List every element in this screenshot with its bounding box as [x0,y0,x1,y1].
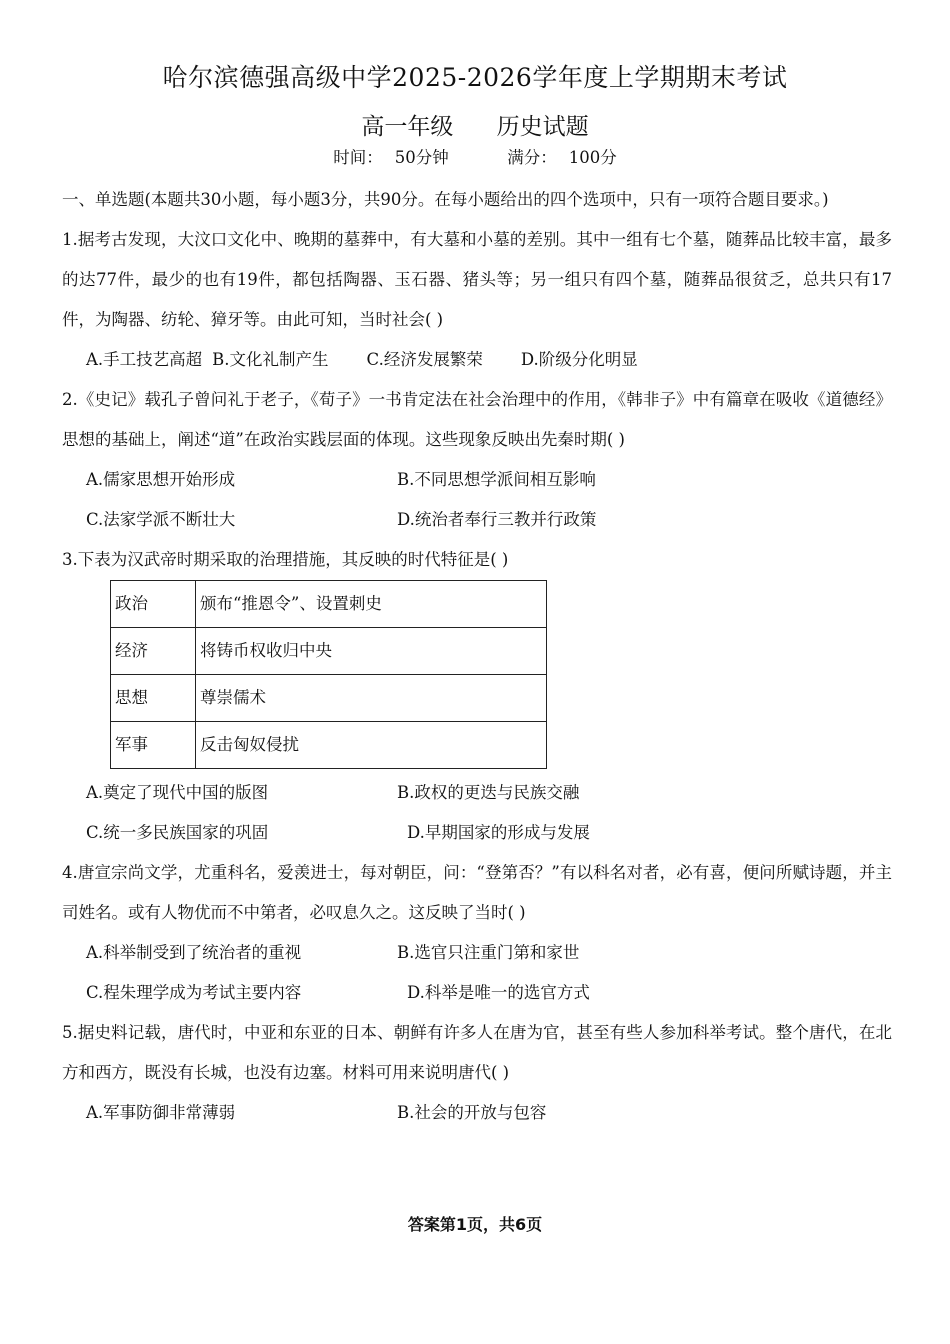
table-cell-value: 尊崇儒术 [196,675,547,722]
question-3-option-d: D.早期国家的形成与发展 [407,823,590,842]
question-3-option-a: A.奠定了现代中国的版图 [86,783,269,802]
question-4-stem: 4.唐宣宗尚文学，尤重科名，爱羡进士，每对朝臣，问：“登第否？”有以科名对者，必有喜，便问所赋诗题，并主司姓名。或有人物优而不中第者，必叹息久之。这反映了当时( ) [62,863,892,922]
subject-label: 历史试题 [496,114,589,140]
question-3-option-b: B.政权的更迭与民族交融 [397,783,580,802]
table-cell-value: 颁布“推恩令”、设置刺史 [196,581,547,628]
question-4-option-a: A.科举制受到了统治者的重视 [86,943,302,962]
page-footer: 答案第1页，共6页 [407,1215,543,1234]
question-1-options [86,340,892,380]
section-instructions: 一、单选题(本题共30小题，每小题3分，共90分。在每小题给出的四个选项中，只有一项符合题目要求。) [62,190,829,209]
question-2-option-b: B.不同思想学派间相互影响 [397,470,596,489]
question-3-options-row-1 [86,773,892,813]
question-2-options-row-1 [86,460,892,500]
question-1-option-a: A.手工技艺高超 [86,350,203,369]
table-row [111,581,547,628]
exam-title: 哈尔滨德强高级中学2025-2026学年度上学期期末考试 [162,63,788,92]
question-2-option-d: D.统治者奉行三教并行政策 [397,510,597,529]
table-cell-key: 思想 [111,675,196,722]
question-3-option-c: C.统一多民族国家的巩固 [86,823,269,842]
question-5-options-row-1 [86,1093,892,1133]
question-2-option-c: C.法家学派不断壮大 [86,510,236,529]
question-3-table [110,580,547,769]
question-1-option-b: B.文化礼制产生 [212,350,329,369]
score-value: 100分 [568,148,617,167]
question-3-options-row-2 [86,813,892,853]
table-cell-key: 军事 [111,722,196,769]
exam-content [62,180,892,1133]
grade-label: 高一年级 [361,114,454,140]
score-label: 满分： [507,148,557,167]
question-4-option-d: D.科举是唯一的选官方式 [407,983,590,1002]
table-cell-key: 经济 [111,628,196,675]
table-cell-key: 政治 [111,581,196,628]
time-value: 50分钟 [394,148,449,167]
question-1-option-d: D.阶级分化明显 [520,350,638,369]
question-2-stem: 2.《史记》载孔子曾问礼于老子，《荀子》一书肯定法在社会治理中的作用，《韩非子》中有篇章在吸收《道德经》思想的基础上，阐述“道”在政治实践层面的体现。这些现象反映出先秦时期( ) [62,390,892,449]
question-4-options-row-2 [86,973,892,1013]
exam-meta [0,144,950,168]
question-2-options-row-2 [86,500,892,540]
question-4-option-b: B.选官只注重门第和家世 [397,943,580,962]
table-row [111,628,547,675]
question-1-stem: 1.据考古发现，大汶口文化中、晚期的墓葬中，有大墓和小墓的差别。其中一组有七个墓，随葬品比较丰富，最多的达77件，最少的也有19件，都包括陶器、玉石器、猪头等；另一组只有四个墓，随葬品很贫乏，总共只有17件，为陶器、纺轮、獐牙等。由此可知，当时社会( ) [62,230,892,329]
question-3-stem: 3.下表为汉武帝时期采取的治理措施，其反映的时代特征是( ) [62,550,509,569]
table-cell-value: 将铸币权收归中央 [196,628,547,675]
table-row [111,675,547,722]
question-1-option-c: C.经济发展繁荣 [366,350,483,369]
question-5-stem: 5.据史料记载，唐代时，中亚和东亚的日本、朝鲜有许多人在唐为官，甚至有些人参加科举考试。整个唐代，在北方和西方，既没有长城，也没有边塞。材料可用来说明唐代( ) [62,1023,892,1082]
table-cell-value: 反击匈奴侵扰 [196,722,547,769]
question-5-option-a: A.军事防御非常薄弱 [86,1103,236,1122]
question-4-options-row-1 [86,933,892,973]
time-label: 时间： [333,148,383,167]
exam-subtitle [0,108,950,141]
table-row [111,722,547,769]
question-2-option-a: A.儒家思想开始形成 [86,470,236,489]
question-4-option-c: C.程朱理学成为考试主要内容 [86,983,302,1002]
question-5-option-b: B.社会的开放与包容 [397,1103,547,1122]
